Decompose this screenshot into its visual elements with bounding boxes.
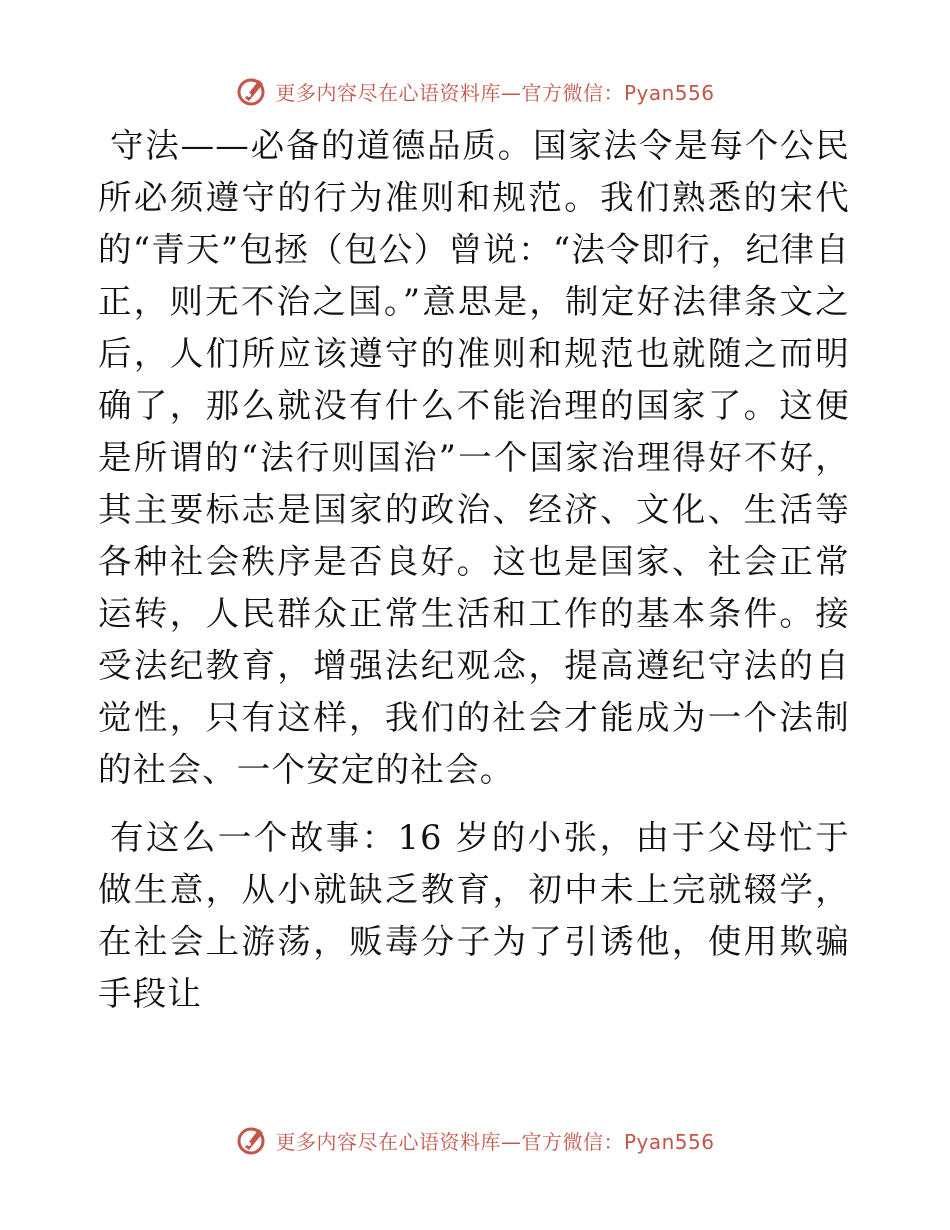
- paragraph-2: 有这么一个故事：16 岁的小张，由于父母忙于做生意，从小就缺乏教育，初中未上完就辍学，在社会上游荡，贩毒分子为了引诱他，使用欺骗手段让: [98, 818, 850, 1013]
- watermark-text: 更多内容尽在心语资料库—官方微信：Pyan556: [275, 80, 715, 105]
- paragraph-1: 守法——必备的道德品质。国家法令是每个公民所必须遵守的行为准则和规范。我们熟悉的宋代的“青天”包拯（包公）曾说：“法令即行，纪律自正，则无不治之国。”意思是，制定好法律条文之后，人们所应该遵守的准则和规范也就随之而明确了，那么就没有什么不能治理的国家了。这便是所谓的“法行则国治”一个国家治理得好不好，其主要标志是国家的政治、经济、文化、生活等各种社会秩序是否良好。这也是国家、社会正常运转，人民群众正常生活和工作的基本条件。接受法纪教育，增强法纪观念，提高遵纪守法的自觉性，只有这样，我们的社会才能成为一个法制的社会、一个安定的社会。: [98, 126, 850, 789]
- watermark-text: 更多内容尽在心语资料库—官方微信：Pyan556: [275, 1129, 715, 1154]
- pen-nib-circle-icon: [235, 1123, 269, 1157]
- header-watermark: [0, 71, 950, 111]
- pen-nib-circle-icon: [235, 74, 269, 108]
- footer-watermark: [0, 1120, 950, 1160]
- document-body: [98, 120, 850, 1020]
